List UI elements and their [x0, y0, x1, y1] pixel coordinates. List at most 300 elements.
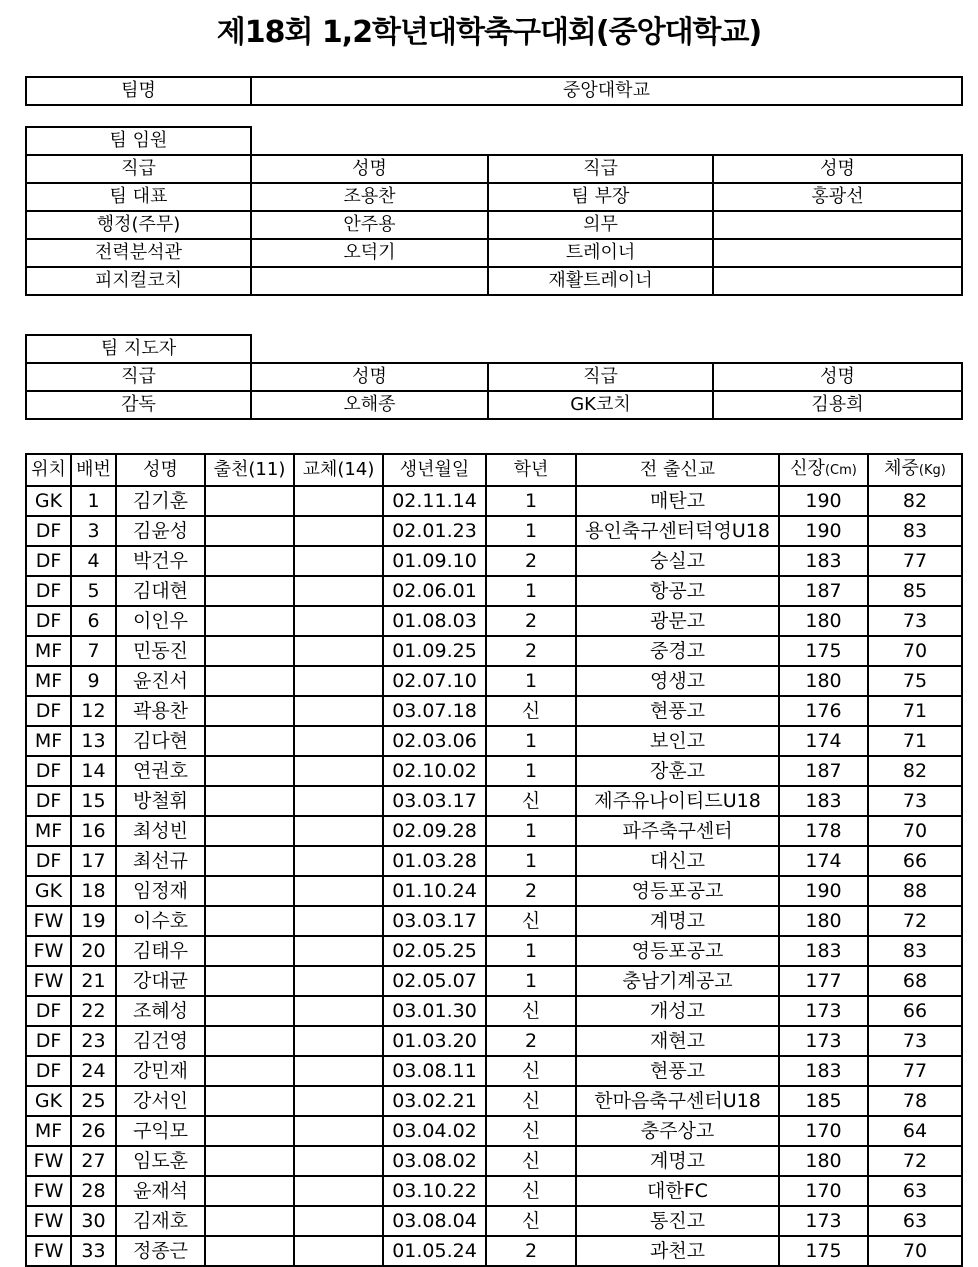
- player-sub: [294, 876, 383, 906]
- player-name: 최선규: [116, 846, 205, 876]
- header-number: 배번: [71, 454, 116, 486]
- player-height: 187: [779, 756, 868, 786]
- player-height: 170: [779, 1116, 868, 1146]
- player-sub: [294, 486, 383, 516]
- table-row: [26, 966, 962, 996]
- blank-cell: [251, 127, 962, 155]
- player-start: [205, 1206, 294, 1236]
- player-number: 26: [71, 1116, 116, 1146]
- player-grade: 신: [486, 1146, 576, 1176]
- player-start: [205, 636, 294, 666]
- player-position: FW: [26, 1236, 71, 1266]
- player-number: 28: [71, 1176, 116, 1206]
- player-position: GK: [26, 486, 71, 516]
- player-birth: 03.08.04: [383, 1206, 486, 1236]
- player-height: 175: [779, 636, 868, 666]
- player-birth: 02.01.23: [383, 516, 486, 546]
- player-name: 윤재석: [116, 1176, 205, 1206]
- player-name: 이수호: [116, 906, 205, 936]
- player-weight: 71: [868, 726, 962, 756]
- player-grade: 신: [486, 1176, 576, 1206]
- table-row: [26, 756, 962, 786]
- player-name: 김다현: [116, 726, 205, 756]
- player-sub: [294, 726, 383, 756]
- player-position: GK: [26, 876, 71, 906]
- header-birth: 생년월일: [383, 454, 486, 486]
- player-start: [205, 1086, 294, 1116]
- player-sub: [294, 756, 383, 786]
- player-height: 183: [779, 786, 868, 816]
- staff-body: [26, 183, 962, 295]
- player-start: [205, 1116, 294, 1146]
- player-school: 계명고: [576, 906, 779, 936]
- player-position: DF: [26, 1056, 71, 1086]
- player-height: 174: [779, 726, 868, 756]
- table-row: [26, 486, 962, 516]
- team-row: [26, 77, 962, 105]
- player-position: DF: [26, 786, 71, 816]
- player-weight: 82: [868, 756, 962, 786]
- player-position: MF: [26, 666, 71, 696]
- player-grade: 신: [486, 1056, 576, 1086]
- player-number: 12: [71, 696, 116, 726]
- player-name: 강서인: [116, 1086, 205, 1116]
- player-name: 김태우: [116, 936, 205, 966]
- player-weight: 72: [868, 906, 962, 936]
- player-position: MF: [26, 816, 71, 846]
- player-table: [25, 453, 963, 1267]
- player-birth: 01.05.24: [383, 1236, 486, 1266]
- player-weight: 70: [868, 1236, 962, 1266]
- player-sub: [294, 516, 383, 546]
- player-grade: 2: [486, 876, 576, 906]
- player-start: [205, 846, 294, 876]
- table-row: [26, 606, 962, 636]
- player-birth: 02.05.25: [383, 936, 486, 966]
- player-name: 구익모: [116, 1116, 205, 1146]
- coach-role: GK코치: [488, 391, 713, 419]
- player-name: 연권호: [116, 756, 205, 786]
- player-grade: 1: [486, 576, 576, 606]
- player-sub: [294, 546, 383, 576]
- staff-name: 홍광선: [713, 183, 962, 211]
- player-school: 통진고: [576, 1206, 779, 1236]
- player-height: 180: [779, 606, 868, 636]
- header-cell: 성명: [251, 155, 488, 183]
- player-height: 173: [779, 996, 868, 1026]
- player-position: DF: [26, 696, 71, 726]
- player-sub: [294, 786, 383, 816]
- player-grade: 2: [486, 636, 576, 666]
- player-height: 177: [779, 966, 868, 996]
- player-birth: 01.03.28: [383, 846, 486, 876]
- staff-role: 트레이너: [488, 239, 713, 267]
- player-birth: 01.09.10: [383, 546, 486, 576]
- player-start: [205, 1176, 294, 1206]
- player-number: 1: [71, 486, 116, 516]
- header-cell: 성명: [713, 155, 962, 183]
- height-label: 신장: [790, 458, 825, 479]
- player-height: 183: [779, 1056, 868, 1086]
- player-number: 22: [71, 996, 116, 1026]
- player-grade: 2: [486, 1026, 576, 1056]
- player-grade: 1: [486, 516, 576, 546]
- player-weight: 73: [868, 1026, 962, 1056]
- player-sub: [294, 936, 383, 966]
- player-sub: [294, 1026, 383, 1056]
- player-weight: 70: [868, 816, 962, 846]
- player-grade: 1: [486, 846, 576, 876]
- player-sub: [294, 606, 383, 636]
- player-school: 광문고: [576, 606, 779, 636]
- player-school: 한마음축구센터U18: [576, 1086, 779, 1116]
- player-number: 15: [71, 786, 116, 816]
- player-school: 영등포공고: [576, 876, 779, 906]
- player-grade: 신: [486, 996, 576, 1026]
- player-number: 33: [71, 1236, 116, 1266]
- header-school: 전 출신교: [576, 454, 779, 486]
- player-height: 187: [779, 576, 868, 606]
- table-row: [26, 996, 962, 1026]
- player-school: 대신고: [576, 846, 779, 876]
- player-height: 190: [779, 516, 868, 546]
- player-number: 21: [71, 966, 116, 996]
- player-school: 현풍고: [576, 696, 779, 726]
- player-start: [205, 666, 294, 696]
- player-height: 180: [779, 906, 868, 936]
- player-start: [205, 1236, 294, 1266]
- team-label: 팀명: [26, 77, 251, 105]
- player-height: 173: [779, 1206, 868, 1236]
- player-position: DF: [26, 606, 71, 636]
- coach-row: [26, 391, 962, 419]
- player-birth: 02.10.02: [383, 756, 486, 786]
- coach-section-label: 팀 지도자: [26, 335, 251, 363]
- player-birth: 01.10.24: [383, 876, 486, 906]
- player-grade: 1: [486, 666, 576, 696]
- player-position: DF: [26, 846, 71, 876]
- player-grade: 2: [486, 606, 576, 636]
- player-grade: 신: [486, 1116, 576, 1146]
- player-number: 7: [71, 636, 116, 666]
- player-start: [205, 906, 294, 936]
- player-position: DF: [26, 516, 71, 546]
- player-height: 175: [779, 1236, 868, 1266]
- player-birth: 03.08.11: [383, 1056, 486, 1086]
- staff-name: 오덕기: [251, 239, 488, 267]
- player-name: 방철휘: [116, 786, 205, 816]
- player-name: 김건영: [116, 1026, 205, 1056]
- player-weight: 66: [868, 996, 962, 1026]
- player-grade: 1: [486, 936, 576, 966]
- player-sub: [294, 1236, 383, 1266]
- staff-name: [713, 267, 962, 295]
- player-sub: [294, 696, 383, 726]
- player-number: 27: [71, 1146, 116, 1176]
- player-weight: 73: [868, 606, 962, 636]
- player-sub: [294, 1116, 383, 1146]
- player-sub: [294, 966, 383, 996]
- player-height: 174: [779, 846, 868, 876]
- player-start: [205, 516, 294, 546]
- staff-role: 재활트레이너: [488, 267, 713, 295]
- player-start: [205, 966, 294, 996]
- coach-name: 오해종: [251, 391, 488, 419]
- player-number: 5: [71, 576, 116, 606]
- player-number: 17: [71, 846, 116, 876]
- table-row: [26, 1236, 962, 1266]
- player-position: MF: [26, 1116, 71, 1146]
- player-number: 19: [71, 906, 116, 936]
- staff-role: 피지컬코치: [26, 267, 251, 295]
- table-row: [26, 1176, 962, 1206]
- header-height: [779, 454, 868, 486]
- height-unit: (Cm): [824, 463, 857, 478]
- player-weight: 78: [868, 1086, 962, 1116]
- player-name: 곽용찬: [116, 696, 205, 726]
- player-number: 3: [71, 516, 116, 546]
- player-school: 숭실고: [576, 546, 779, 576]
- player-start: [205, 756, 294, 786]
- table-row: [26, 906, 962, 936]
- player-start: [205, 1026, 294, 1056]
- player-position: FW: [26, 936, 71, 966]
- blank-cell: [251, 335, 962, 363]
- player-grade: 신: [486, 696, 576, 726]
- player-name: 조혜성: [116, 996, 205, 1026]
- player-name: 정종근: [116, 1236, 205, 1266]
- player-number: 23: [71, 1026, 116, 1056]
- player-height: 185: [779, 1086, 868, 1116]
- player-start: [205, 546, 294, 576]
- staff-row: [26, 239, 962, 267]
- player-school: 현풍고: [576, 1056, 779, 1086]
- player-number: 18: [71, 876, 116, 906]
- table-row: [26, 816, 962, 846]
- player-weight: 77: [868, 546, 962, 576]
- player-sub: [294, 1086, 383, 1116]
- player-position: MF: [26, 726, 71, 756]
- player-start: [205, 936, 294, 966]
- player-weight: 83: [868, 516, 962, 546]
- player-sub: [294, 1206, 383, 1236]
- table-row: [26, 696, 962, 726]
- staff-row: [26, 211, 962, 239]
- weight-unit: (Kg): [918, 463, 946, 478]
- weight-label: 체중: [884, 458, 919, 479]
- player-number: 9: [71, 666, 116, 696]
- staff-name: [251, 267, 488, 295]
- table-row: [26, 1086, 962, 1116]
- table-row: [26, 516, 962, 546]
- table-row: [26, 1026, 962, 1056]
- player-position: GK: [26, 1086, 71, 1116]
- player-weight: 82: [868, 486, 962, 516]
- player-sub: [294, 1146, 383, 1176]
- player-height: 170: [779, 1176, 868, 1206]
- player-birth: 03.08.02: [383, 1146, 486, 1176]
- player-sub: [294, 906, 383, 936]
- player-birth: 01.08.03: [383, 606, 486, 636]
- player-number: 4: [71, 546, 116, 576]
- player-height: 180: [779, 666, 868, 696]
- player-name: 김대현: [116, 576, 205, 606]
- player-position: FW: [26, 1146, 71, 1176]
- player-start: [205, 696, 294, 726]
- player-position: DF: [26, 756, 71, 786]
- player-weight: 70: [868, 636, 962, 666]
- staff-name: [713, 239, 962, 267]
- staff-header-row: [26, 155, 962, 183]
- player-number: 13: [71, 726, 116, 756]
- coach-table: [25, 334, 963, 420]
- player-birth: 03.10.22: [383, 1176, 486, 1206]
- player-school: 충남기계공고: [576, 966, 779, 996]
- player-birth: 02.09.28: [383, 816, 486, 846]
- player-school: 충주상고: [576, 1116, 779, 1146]
- header-cell: 직급: [26, 363, 251, 391]
- player-weight: 85: [868, 576, 962, 606]
- player-sub: [294, 1056, 383, 1086]
- player-height: 190: [779, 486, 868, 516]
- player-position: DF: [26, 546, 71, 576]
- staff-role: 의무: [488, 211, 713, 239]
- player-name: 민동진: [116, 636, 205, 666]
- player-name: 박건우: [116, 546, 205, 576]
- player-grade: 신: [486, 1206, 576, 1236]
- player-grade: 2: [486, 546, 576, 576]
- table-row: [26, 876, 962, 906]
- header-grade: 학년: [486, 454, 576, 486]
- player-school: 용인축구센터덕영U18: [576, 516, 779, 546]
- player-start: [205, 1146, 294, 1176]
- player-school: 개성고: [576, 996, 779, 1026]
- player-school: 매탄고: [576, 486, 779, 516]
- player-position: FW: [26, 1206, 71, 1236]
- player-name: 이인우: [116, 606, 205, 636]
- player-number: 25: [71, 1086, 116, 1116]
- player-number: 16: [71, 816, 116, 846]
- team-table: [25, 76, 963, 106]
- player-school: 파주축구센터: [576, 816, 779, 846]
- player-school: 대한FC: [576, 1176, 779, 1206]
- player-school: 영등포공고: [576, 936, 779, 966]
- player-weight: 66: [868, 846, 962, 876]
- player-school: 항공고: [576, 576, 779, 606]
- staff-name: [713, 211, 962, 239]
- staff-section-label: 팀 임원: [26, 127, 251, 155]
- player-header-row: [26, 454, 962, 486]
- player-weight: 63: [868, 1206, 962, 1236]
- staff-role: 팀 대표: [26, 183, 251, 211]
- header-name: 성명: [116, 454, 205, 486]
- player-number: 24: [71, 1056, 116, 1086]
- player-height: 176: [779, 696, 868, 726]
- player-grade: 신: [486, 906, 576, 936]
- player-weight: 75: [868, 666, 962, 696]
- header-cell: 성명: [251, 363, 488, 391]
- table-row: [26, 936, 962, 966]
- player-birth: 02.03.06: [383, 726, 486, 756]
- player-school: 영생고: [576, 666, 779, 696]
- player-birth: 03.07.18: [383, 696, 486, 726]
- player-start: [205, 606, 294, 636]
- table-row: [26, 576, 962, 606]
- header-weight: [868, 454, 962, 486]
- team-name: 중앙대학교: [251, 77, 962, 105]
- player-weight: 68: [868, 966, 962, 996]
- player-height: 183: [779, 546, 868, 576]
- header-cell: 직급: [488, 155, 713, 183]
- player-weight: 73: [868, 786, 962, 816]
- player-name: 임정재: [116, 876, 205, 906]
- coach-body: [26, 391, 962, 419]
- table-row: [26, 636, 962, 666]
- player-name: 김윤성: [116, 516, 205, 546]
- coach-role: 감독: [26, 391, 251, 419]
- player-position: FW: [26, 906, 71, 936]
- table-row: [26, 546, 962, 576]
- table-row: [26, 846, 962, 876]
- staff-row: [26, 267, 962, 295]
- player-school: 중경고: [576, 636, 779, 666]
- header-sub: 교체(14): [294, 454, 383, 486]
- player-start: [205, 576, 294, 606]
- player-name: 김재호: [116, 1206, 205, 1236]
- player-number: 20: [71, 936, 116, 966]
- player-weight: 88: [868, 876, 962, 906]
- header-cell: 직급: [488, 363, 713, 391]
- player-start: [205, 996, 294, 1026]
- player-birth: 02.11.14: [383, 486, 486, 516]
- player-body: [26, 486, 962, 1266]
- player-position: MF: [26, 636, 71, 666]
- player-start: [205, 726, 294, 756]
- player-birth: 03.03.17: [383, 786, 486, 816]
- player-weight: 83: [868, 936, 962, 966]
- player-sub: [294, 816, 383, 846]
- header-start: 출천(11): [205, 454, 294, 486]
- player-height: 190: [779, 876, 868, 906]
- player-position: FW: [26, 966, 71, 996]
- player-sub: [294, 666, 383, 696]
- player-birth: 02.07.10: [383, 666, 486, 696]
- player-grade: 1: [486, 816, 576, 846]
- table-row: [26, 666, 962, 696]
- page-title: 제18회 1,2학년대학축구대회(중앙대학교): [216, 15, 762, 50]
- player-position: FW: [26, 1176, 71, 1206]
- player-grade: 1: [486, 726, 576, 756]
- player-name: 최성빈: [116, 816, 205, 846]
- staff-name: 안주용: [251, 211, 488, 239]
- player-name: 김기훈: [116, 486, 205, 516]
- table-row: [26, 1146, 962, 1176]
- player-grade: 1: [486, 486, 576, 516]
- player-weight: 72: [868, 1146, 962, 1176]
- table-row: [26, 1116, 962, 1146]
- staff-row: [26, 183, 962, 211]
- player-name: 윤진서: [116, 666, 205, 696]
- player-number: 30: [71, 1206, 116, 1236]
- player-grade: 1: [486, 756, 576, 786]
- player-number: 14: [71, 756, 116, 786]
- player-sub: [294, 576, 383, 606]
- player-birth: 03.02.21: [383, 1086, 486, 1116]
- player-height: 178: [779, 816, 868, 846]
- staff-table: [25, 126, 963, 296]
- coach-name: 김용희: [713, 391, 962, 419]
- player-birth: 01.09.25: [383, 636, 486, 666]
